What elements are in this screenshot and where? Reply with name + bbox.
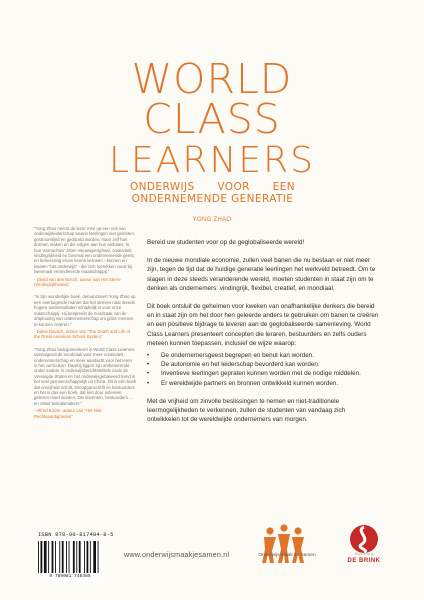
endorsement-quote [34, 294, 136, 339]
barcode-bar [66, 541, 67, 573]
barcode-bar [93, 541, 96, 573]
bullet-item: • De autonomie en het leiderschap bevorderd kan worden. [147, 360, 379, 369]
quote-source: - Alfred Kinzie, auteur van "Het Niet Rechtvaardigheden" [34, 408, 102, 419]
barcode-bar [38, 541, 39, 573]
barcode-bar [69, 541, 70, 573]
blurb-paragraph: Dit boek ontsluit de geheimen voor kweken van onafhankelijke denkers die bereid en in staat zijn om het door hen geleerde anders te gebruiken om banen te creëren en een positieve bijdrage te leveren aan de geglobaliseerde samenleving. World Class Learners presenteert concepten die leraren, bestuurders en zelfs ouders meteen kunnen toepassen, inclusief de wijze waarop: [147, 303, 379, 347]
quote-source: - Diane Ravitch, auteur van "The Death and Life of the Great American School System" [34, 328, 131, 340]
isbn-text: ISBN 978-90-817484-8-5 [38, 532, 114, 538]
people-logo-icon [258, 523, 310, 567]
title-line-2: CLASS [143, 95, 281, 143]
bullet-item: • Inventieve leerlingen gepraten kunnen worden met de nodige middelen. [147, 369, 379, 378]
barcode-bar [44, 541, 47, 573]
barcode-bar [52, 541, 54, 573]
bullet-item: • De ondernemersgeest begrepen en benut kan worden. [147, 351, 379, 360]
blurb-column [147, 238, 379, 433]
quote-source: - David van den Bosch, auteur van Het Sterre (Vindingrijkheden) [34, 276, 121, 288]
subtitle-line-1: ONDERWIJS VOOR EEN [130, 181, 295, 193]
title-line-1: WORLD [131, 55, 293, 103]
barcode-bar [62, 541, 64, 573]
barcode-bar [55, 541, 56, 573]
blurb-paragraph: In de nieuwe mondiale economie, zullen veel banen die nu bestaan er niet meer zijn, tegen de tijd dat de huidige generatie leerlingen het werkveld betreedt. Om te slagen in deze steeds veranderende wereld, moeten studenten in staat zijn om te denken als ondernemers: vindingrijk, flexibel, creatief, en mondiaal. [147, 257, 376, 292]
barcode-bar [79, 541, 81, 573]
endorsement-quote [34, 226, 136, 287]
logo2-label: DE BRINK [347, 558, 381, 564]
barcode-bar [87, 541, 89, 573]
barcode-bar [98, 541, 99, 573]
quote-text: "Yong Zhao beargumenteert in World Class Learners overtuigend de noodzaak voor meer creativiteit, ondernemerschap en meer aandacht voor het leren in het curriculum. Daarbij liggen zijn ambeoerende onder andere in onderwijsberichtstelsels zoals de Verenigde Staten en het onderwijsgebaseerd trend in het veel gemeenschappelijk uit China. Dit is een boek dat onvrijheid scholt, stroopganschrift en bestuurders en het is dus een boek, dat niet door iedereen gelezen moet worden. Die docenten, bestuurders ... en zeker beleidsmakers." [34, 346, 136, 406]
endorsements-column [34, 226, 136, 426]
quote-text: "Yong Zhao neemt de lezer mee op een reis van onderwijsleiderschap waarin leerlingen niet gemeten, gestroomlijnd en gedijzeld worden, maar zelf hun dromen maken en die volgen aan hun ambities. In hun 'anmachtes' zitten nieuwsgierigheid, creativiteit, vindingrijkheid en bovenal een ondernemende geest; en beheersing ervan kenne kerneen - kennen en kwaten "het onderwijs" - die zich toerekken voort bij tweemaal veranderende maatschappij." [34, 226, 136, 275]
logo2-small-label: Stichting [354, 552, 374, 556]
barcode-bars [38, 541, 102, 573]
barcode-bar [84, 541, 85, 573]
barcode-bar [73, 541, 75, 573]
author-name: YONG ZHAO [192, 217, 232, 223]
quote-text: "In zijn wonderlijke boek, demonstreert Yong Zhao op een overtuigende manier dat het streven naar steeds hogere toetsresultaten schadelijk is voor onze maatschappij. Hij bespreekt de noodzaak van de ontplooiing van ondernemerschap om grote mensen te kunnen creëren." [34, 294, 136, 327]
endorsement-quote [34, 347, 136, 419]
barcode-digits: 9 789081 748485 [49, 574, 91, 579]
logo1-label: Onderwijs Maak Je Samen [258, 553, 316, 558]
barcode-bar [59, 541, 60, 573]
barcode [36, 539, 104, 581]
website-url: www.onderwijsmaakjesamen.nl [124, 550, 230, 559]
barcode-bar [76, 541, 77, 573]
bullet-item: • Er wereldwijde partners en bronnen ontwikkeld kunnen worden. [147, 379, 379, 388]
barcode-bar [48, 541, 49, 573]
title-line-3: LEARNERS [109, 140, 315, 181]
barcode-bar [41, 541, 43, 573]
blurb-bullet-list [147, 351, 379, 388]
subtitle-line-2: ONDERNEMENDE GENERATIE [131, 193, 294, 205]
blurb-paragraph: Met de vrijheid om zinvolle beslissingen te nemen en niet-traditionele leermogelijkheden te verkennen, zullen de studenten van vandaag zich ontwikkelen tot de wereldwijde ondernemers van morgen. [147, 397, 346, 424]
blurb-lead: Bereid uw studenten voor op de geglobaliseerde wereld! [147, 239, 305, 246]
barcode-bar [90, 541, 91, 573]
